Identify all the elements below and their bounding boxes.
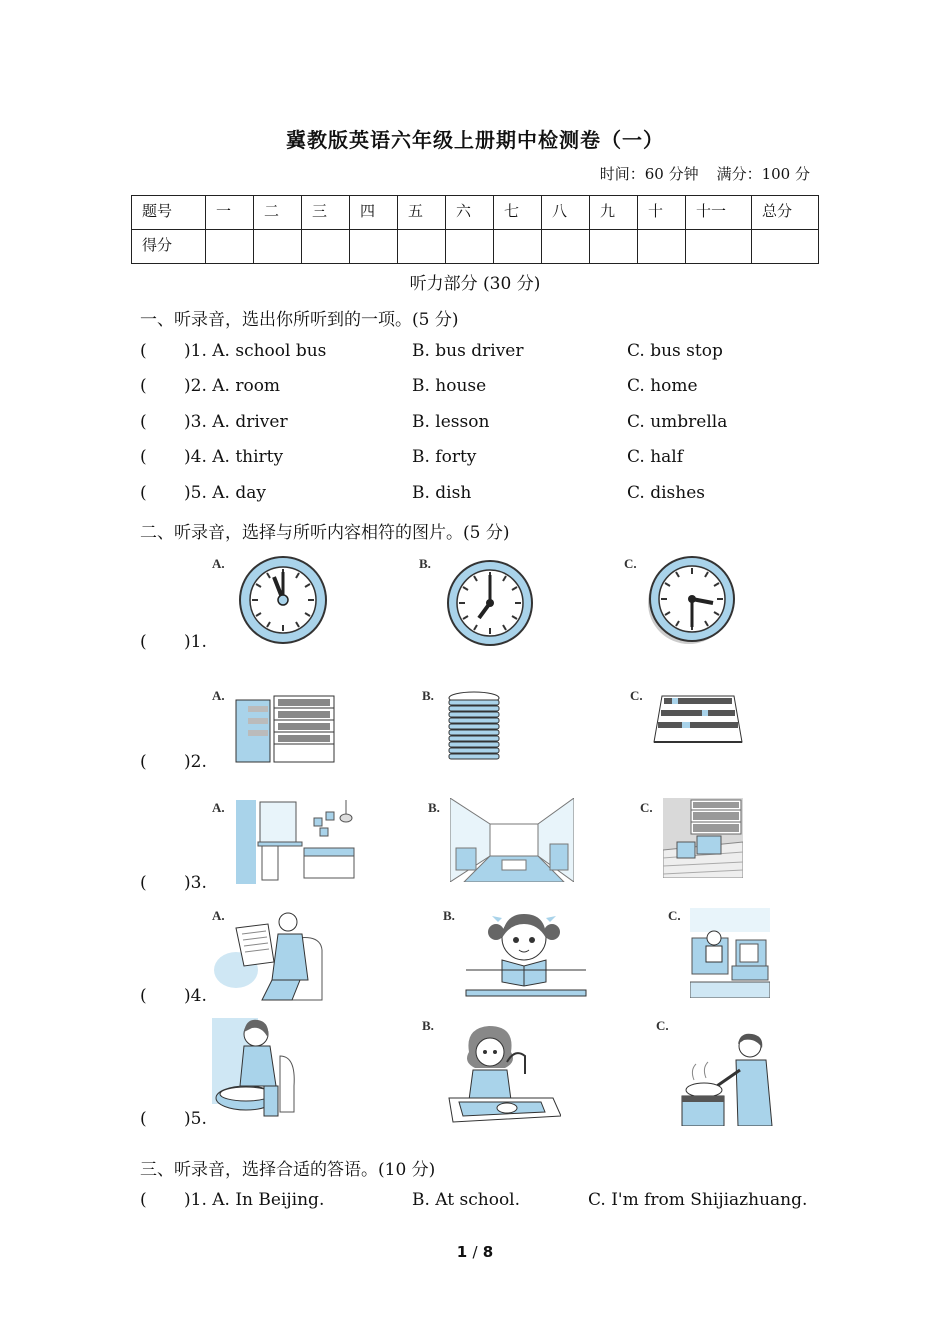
pic-label-b: B. <box>443 908 455 923</box>
clock-c-icon <box>645 555 739 645</box>
score-input-cell[interactable] <box>686 230 752 264</box>
table-cell: 四 <box>350 196 398 230</box>
option-c: C. umbrella <box>627 412 728 432</box>
score-input-cell[interactable] <box>494 230 542 264</box>
woman-cooking-icon <box>680 1030 774 1126</box>
question-number: ( )2. <box>140 752 207 772</box>
score-input-cell[interactable] <box>446 230 494 264</box>
pic-label-c: C. <box>668 908 681 923</box>
table-cell: 六 <box>446 196 494 230</box>
page-title: 冀教版英语六年级上册期中检测卷（一） <box>286 128 664 152</box>
question-row: ( )2. A. room <box>140 376 281 396</box>
table-cell: 总分 <box>752 196 819 230</box>
option-b: B. At school. <box>412 1190 521 1210</box>
table-cell: 八 <box>542 196 590 230</box>
pic-label-c: C. <box>630 688 643 703</box>
pic-label-c: C. <box>624 556 637 571</box>
option-a: )4. A. thirty <box>184 447 284 467</box>
table-cell: 题号 <box>132 196 206 230</box>
score-input-cell[interactable] <box>350 230 398 264</box>
question-row: ( )4. A. thirty <box>140 447 284 467</box>
pic-label-b: B. <box>422 688 434 703</box>
option-a: )3. A. driver <box>184 412 288 432</box>
option-c: C. home <box>627 376 698 396</box>
table-cell: 五 <box>398 196 446 230</box>
option-c: C. bus stop <box>627 341 723 361</box>
score-input-cell[interactable] <box>638 230 686 264</box>
table-cell: 十 <box>638 196 686 230</box>
table-cell: 二 <box>254 196 302 230</box>
option-c: C. half <box>627 447 684 467</box>
question-number: ( )1. <box>140 632 207 652</box>
clock-a-icon <box>236 555 330 645</box>
score-input-cell[interactable] <box>398 230 446 264</box>
girl-reading-book-icon <box>464 908 588 1000</box>
table-cell: 九 <box>590 196 638 230</box>
page-number: 1 / 8 <box>456 1243 494 1261</box>
score-input-cell[interactable] <box>752 230 819 264</box>
woman-washing-clothes-icon <box>210 1016 302 1126</box>
score-input-cell[interactable] <box>254 230 302 264</box>
question-number: ( )4. <box>140 986 207 1006</box>
pic-label-b: B. <box>428 800 440 815</box>
question-number: ( )3. <box>140 873 207 893</box>
section3-heading: 三、听录音，选择合适的答语。(10 分) <box>140 1160 436 1180</box>
question-row: ( )3. A. driver <box>140 412 288 432</box>
listening-heading: 听力部分 (30 分) <box>409 274 541 294</box>
table-cell: 得分 <box>132 230 206 264</box>
time-limit: 时间：60 分钟 <box>599 165 699 183</box>
study-room-icon <box>663 798 743 878</box>
option-a: )1. A. In Beijing. <box>184 1190 325 1210</box>
girl-washing-dishes-icon <box>445 1022 561 1128</box>
option-c: C. dishes <box>627 483 705 503</box>
score-input-cell[interactable] <box>590 230 638 264</box>
option-b: B. forty <box>412 447 477 467</box>
clock-b-icon <box>445 558 535 648</box>
question-row: ( )1. A. school bus <box>140 341 327 361</box>
option-b: B. dish <box>412 483 472 503</box>
option-b: B. house <box>412 376 487 396</box>
pic-label-a: A. <box>212 556 225 571</box>
table-cell: 七 <box>494 196 542 230</box>
option-a: )5. A. day <box>184 483 266 503</box>
market-shelf-icon <box>652 688 744 748</box>
man-reading-newspaper-icon <box>210 910 328 1002</box>
pic-label-c: C. <box>656 1018 669 1033</box>
pic-label-b: B. <box>422 1018 434 1033</box>
table-cell: 一 <box>206 196 254 230</box>
score-input-cell[interactable] <box>302 230 350 264</box>
option-c: C. I'm from Shijiazhuang. <box>588 1190 808 1210</box>
score-table-score-row <box>132 230 819 264</box>
question-row: ( )5. A. day <box>140 483 266 503</box>
table-cell: 三 <box>302 196 350 230</box>
score-table-header-row <box>132 196 819 230</box>
section2-heading: 二、听录音，选择与所听内容相符的图片。(5 分) <box>140 523 510 543</box>
score-table <box>131 195 819 264</box>
boy-watching-tv-icon <box>690 908 770 998</box>
bookshelf-icon <box>234 690 338 766</box>
plates-stack-icon <box>446 690 502 762</box>
pic-label-b: B. <box>419 556 431 571</box>
option-b: B. bus driver <box>412 341 524 361</box>
full-score: 满分：100 分 <box>716 165 810 183</box>
option-a: )1. A. school bus <box>184 341 327 361</box>
pic-label-a: A. <box>212 688 225 703</box>
question-number: ( )5. <box>140 1109 207 1129</box>
option-b: B. lesson <box>412 412 490 432</box>
score-input-cell[interactable] <box>542 230 590 264</box>
exam-meta <box>600 163 810 184</box>
question-row: ( )1. A. In Beijing. <box>140 1190 325 1210</box>
score-input-cell[interactable] <box>206 230 254 264</box>
pic-label-c: C. <box>640 800 653 815</box>
table-cell: 十一 <box>686 196 752 230</box>
living-room-icon <box>450 798 574 882</box>
pic-label-a: A. <box>212 800 225 815</box>
bedroom-icon <box>234 798 358 886</box>
section1-heading: 一、听录音，选出你所听到的一项。(5 分) <box>140 310 459 330</box>
pic-label-a: A. <box>212 908 225 923</box>
option-a: )2. A. room <box>184 376 281 396</box>
